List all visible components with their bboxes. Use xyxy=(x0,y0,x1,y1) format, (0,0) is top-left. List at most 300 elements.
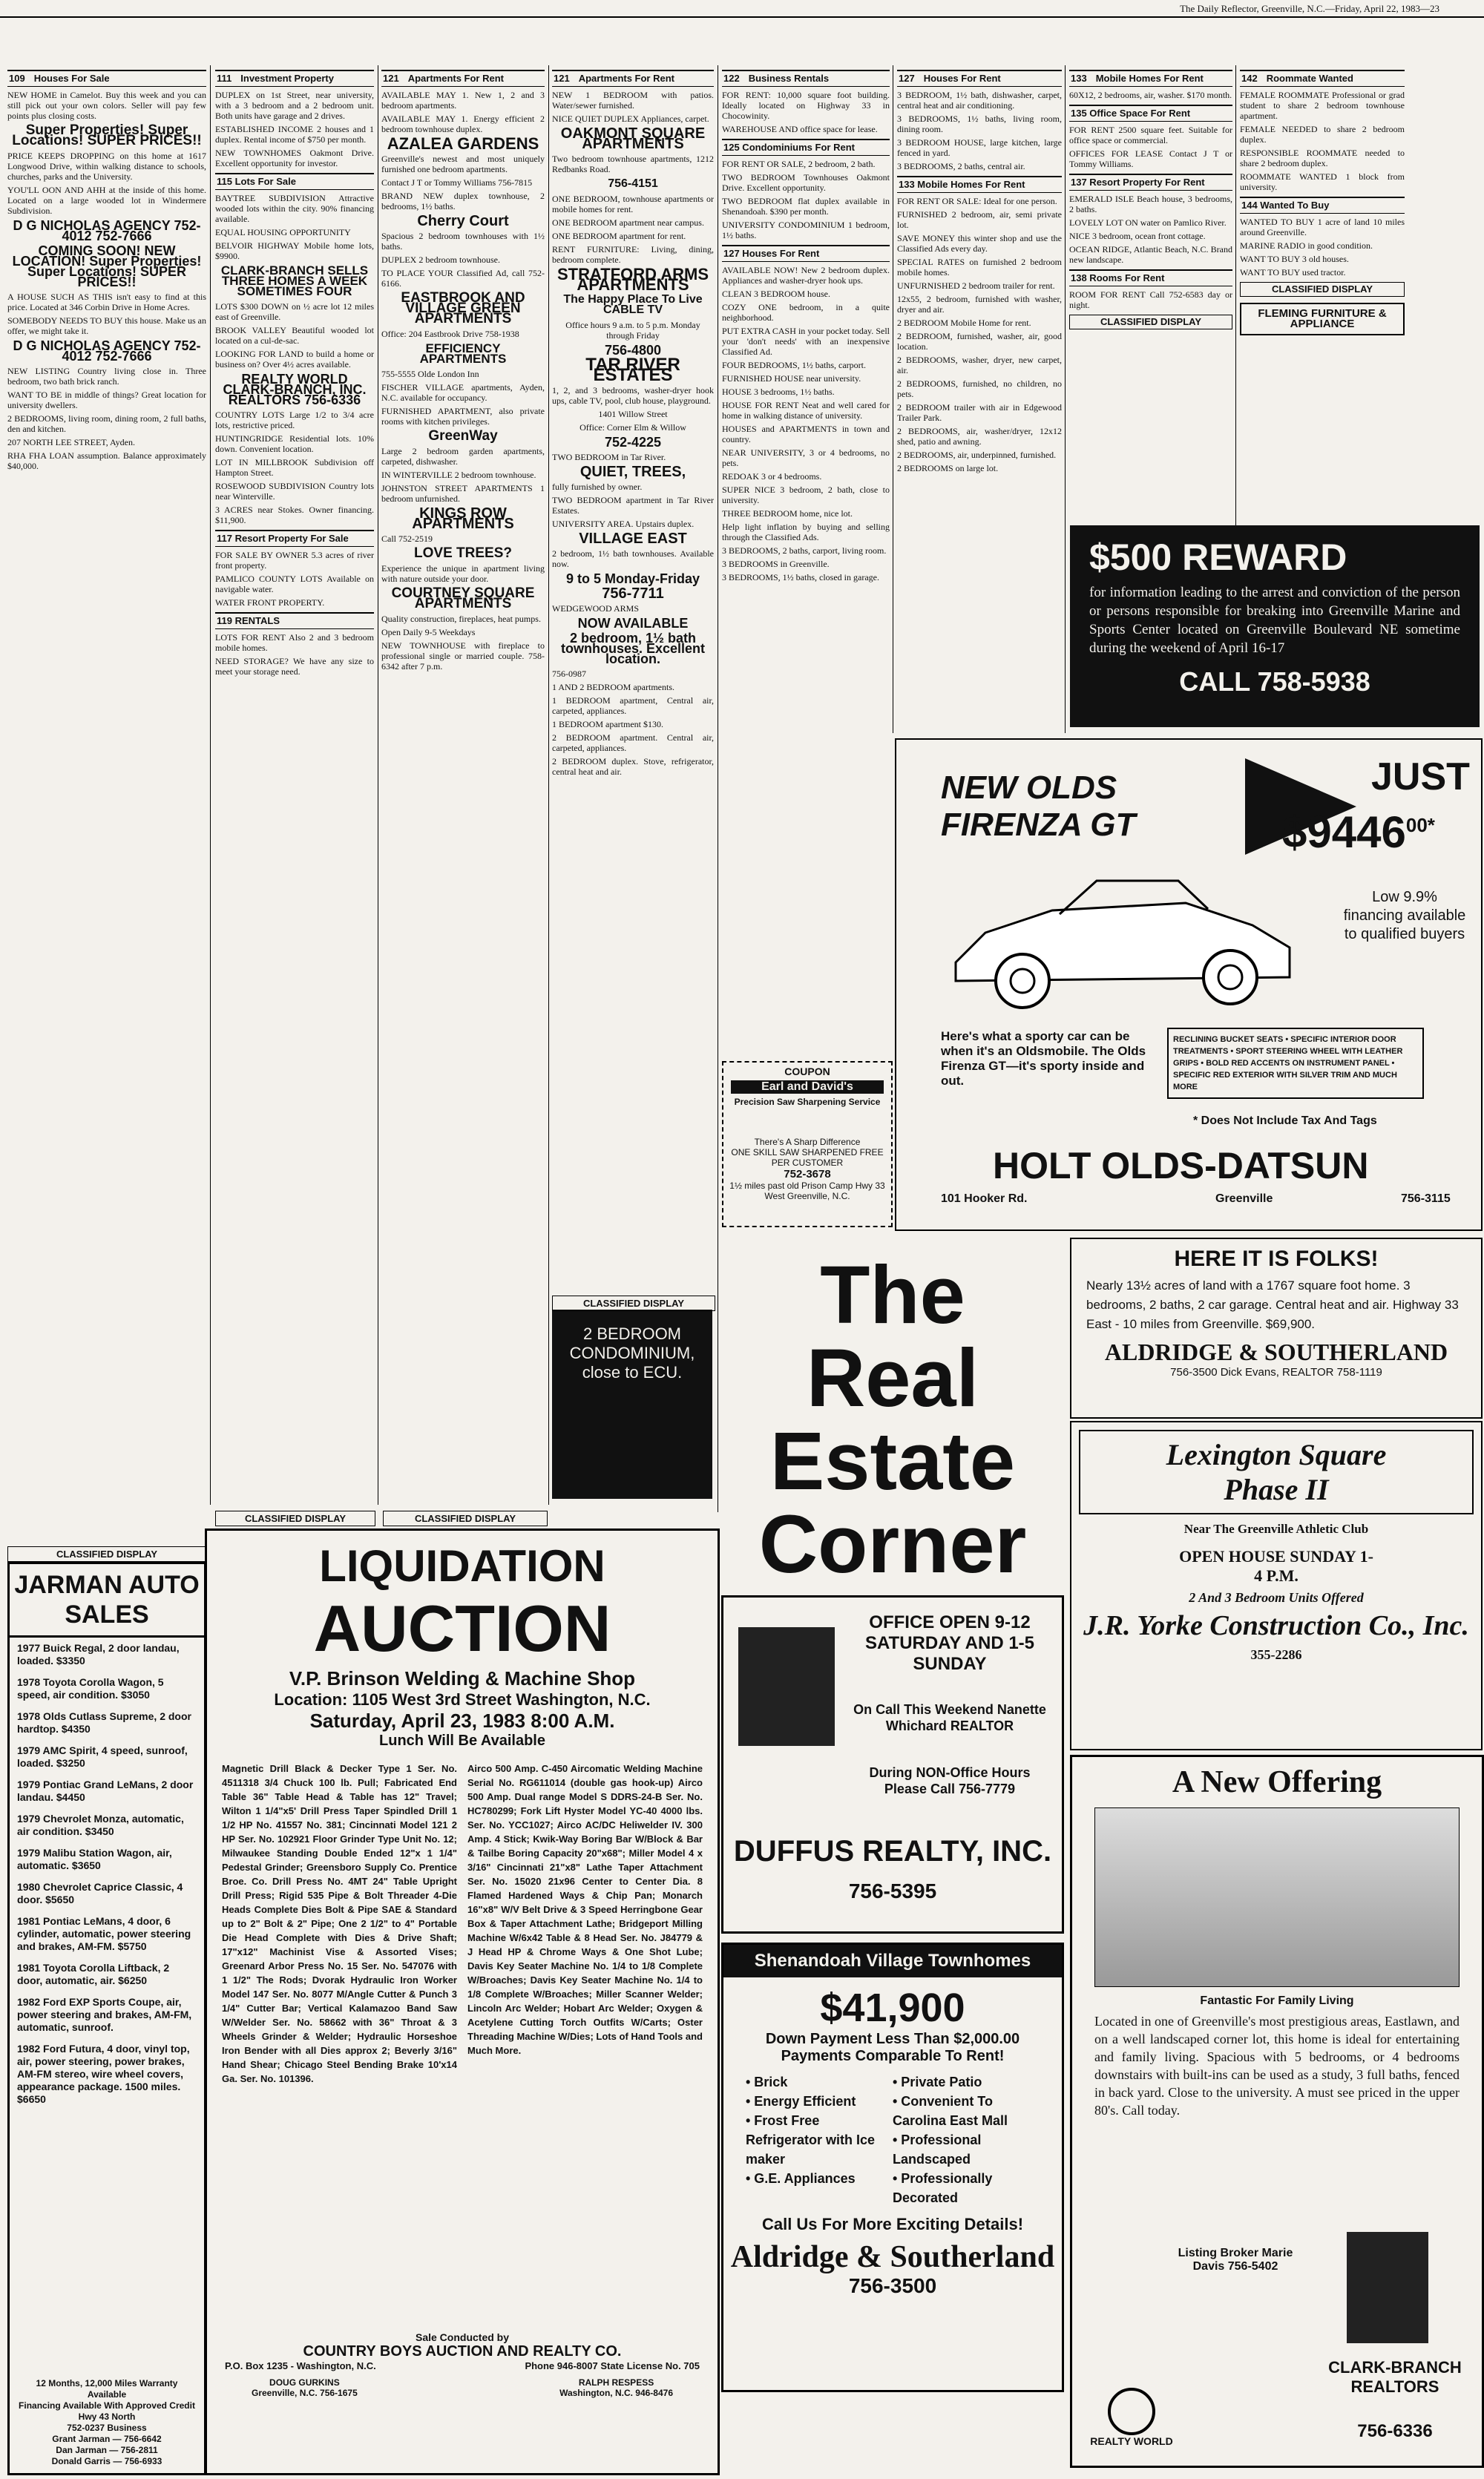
classified-ad: ESTABLISHED INCOME 2 houses and 1 duplex. Rental income of $750 per month. xyxy=(215,124,374,145)
classified-ad: PUT EXTRA CASH in your pocket today. Sell your 'don't needs' with an inexpensive Classified Ad. xyxy=(722,326,890,357)
classified-ad: REDOAK 3 or 4 bedrooms. xyxy=(722,471,822,482)
classified-ad: DUPLEX on 1st Street, near university, with a 3 bedroom and a 2 bedroom unit. Both units have garage and 2 drives. xyxy=(215,90,374,121)
jarman-car-listing: 1979 Chevrolet Monza, automatic, air condition. $3450 xyxy=(17,1813,184,1837)
classified-ad: AZALEA GARDENS xyxy=(387,134,539,153)
classified-ad: COUNTRY LOTS Large 1/2 to 3/4 acre lots, restrictive priced. xyxy=(215,410,374,430)
classified-ad: WATER FRONT PROPERTY. xyxy=(215,597,325,608)
classified-ad: Super Properties! Super Locations! SUPER PRICES!! xyxy=(12,122,202,148)
auction-items-right: Airco 500 Amp. C-450 Aircomatic Welding Machine Serial No. RG611014 (double gas hook-up) Airco 500 Amp. Dual range Model S DDRS-24-B Ser. No. HC780299; Fork Lift Hyster Model YC-40 4000 lbs. Ser. No. YCC1027; Airco AC/DC Heliwelder IV. 300 Amp. 4 Stick; Kwik-Way Boring Bar W/Block & Bar & Tailbe Boring Capacity 20"x68"; Miller Model 4 x 3/16" Cincinnati 21"x8" Lathe Taper Attachment Ser. No. 15020 21x96 Center to Center Dia. 8 Flamed Hardened Ways & Chip Pan; Monarch 16"x8" W/V Belt Drive & 3 Speed Herringbone Gear Box & Taper Attachment Lathe; Bridgeport Milling Machine W/6x42 Table & 8 Head Ser. No. J84779 & J Head HP & Chrome Ways & One Shot Lube; Davis Key Seater Machine No. 1/4 to 1/8 Complete W/Broaches; Davis Key Seater Machine No. 1/4 to 1/8 Complete W/Broaches; Miller Scanner Welder; Lincoln Arc Welder; Hobart Arc Welder; Oxygen & Acetylene Cutting Torch Outfits W/Carts; Oster Threading Machine W/Dies; Lots of Hand Tools and Much More. xyxy=(467,1763,703,2056)
classified-ad: NEW LISTING Country living close in. Three bedroom, two bath brick ranch. xyxy=(7,366,206,387)
classified-ad: NEW 1 BEDROOM with patios. Water/sewer furnished. xyxy=(552,90,714,111)
classified-ad: FOR RENT OR SALE, 2 bedroom, 2 bath. xyxy=(722,159,876,169)
section-header: 127 Houses For Rent xyxy=(722,245,890,262)
classified-ad: CLARK-BRANCH SELLS THREE HOMES A WEEK SOMETIMES FOUR xyxy=(220,263,369,298)
classified-ad: FURNISHED HOUSE near university. xyxy=(722,373,861,384)
classified-ad: COMING SOON! NEW LOCATION! Super Properties! Super Locations! SUPER PRICES!! xyxy=(12,243,202,289)
classified-ad: AVAILABLE MAY 1. New 1, 2 and 3 bedroom apartments. xyxy=(381,90,545,111)
classified-ad: NEW HOME in Camelot. Buy this week and you can still pick out your own colors. Seller will pay few points plus closing costs. xyxy=(7,90,206,121)
section-header: 133 Mobile Homes For Rent xyxy=(897,176,1062,193)
classified-ad: EMERALD ISLE Beach house, 3 bedrooms, 2 baths. xyxy=(1069,194,1232,214)
classified-ad: NEAR UNIVERSITY, 3 or 4 bedrooms, no pets. xyxy=(722,447,890,468)
classified-ad: 756-0987 xyxy=(552,669,586,679)
classified-ad: FISCHER VILLAGE apartments, Ayden, N.C. available for occupancy. xyxy=(381,382,545,403)
shen-features-left xyxy=(746,2072,893,2207)
olds-price-value: $9446 xyxy=(1282,807,1406,857)
lexington-square-ad xyxy=(1070,1421,1483,1750)
coupon-phone: 752-3678 xyxy=(784,1168,831,1181)
classified-ad: VILLAGE EAST xyxy=(579,531,687,547)
classified-ad: EFFICIENCY APARTMENTS xyxy=(419,341,507,366)
olds-headline: NEW OLDS FIRENZA GT xyxy=(941,769,1136,843)
classified-ad: HOUSE 3 bedrooms, 1½ baths. xyxy=(722,387,835,397)
real-estate-corner xyxy=(718,1239,1067,2463)
classified-display-header: CLASSIFIED DISPLAY xyxy=(1069,315,1232,329)
classified-ad: HOUSE FOR RENT Neat and well cared for home in walking distance of university. xyxy=(722,400,890,421)
auction-conducted: Sale Conducted by xyxy=(415,2331,510,2343)
classified-display-header: CLASSIFIED DISPLAY xyxy=(7,1546,206,1562)
classified-ad: 2 BEDROOM Mobile Home for rent. xyxy=(897,318,1031,328)
section-header: 127 Houses For Rent xyxy=(897,70,1062,87)
jarman-car-listing: 1982 Ford Futura, 4 door, vinyl top, air, power steering, power brakes, AM-FM stereo, wire wheel covers, appearance package. 1500 miles. $6650 xyxy=(17,2043,190,2105)
classified-ad: Help light inflation by buying and selling through the Classified Ads. xyxy=(722,522,890,542)
classified-ad: 755-5555 Olde London Inn xyxy=(381,369,479,379)
classified-ad: NICE QUIET DUPLEX Appliances, carpet. xyxy=(552,114,709,124)
olds-city: Greenville xyxy=(1215,1192,1273,1205)
section-header: 111 Investment Property xyxy=(215,70,374,87)
classified-ad: 2 BEDROOMS, air, washer/dryer, 12x12 shed, patio and awning. xyxy=(897,426,1062,447)
classified-ad: Call 752-2519 xyxy=(381,533,433,544)
classified-ad: WANT TO BUY used tractor. xyxy=(1240,267,1346,278)
classified-ad: SAVE MONEY this winter shop and use the Classified Ads every day. xyxy=(897,233,1062,254)
column-rule xyxy=(210,65,211,1505)
classified-ad: ONE BEDROOM, townhouse apartments or mobile homes for rent. xyxy=(552,194,714,214)
classified-ad: 3 BEDROOM HOUSE, large kitchen, large fenced in yard. xyxy=(897,137,1062,158)
classified-ad: AVAILABLE NOW! New 2 bedroom duplex. Appliances and washer-dryer hook ups. xyxy=(722,265,890,286)
classified-ad: WANT TO BUY 3 old houses. xyxy=(1240,254,1349,264)
section-header: 142 Roommate Wanted xyxy=(1240,70,1405,87)
section-header: 125 Condominiums For Rent xyxy=(722,139,890,156)
section-header: 144 Wanted To Buy xyxy=(1240,197,1405,214)
classified-ad: D G NICHOLAS AGENCY 752-4012 752-7666 xyxy=(13,338,201,364)
olds-features: RECLINING BUCKET SEATS • SPECIFIC INTERIOR DOOR TREATMENTS • SPORT STEERING WHEEL WITH LEATHER GRIPS • BOLD RED ACCENTS ON INSTRUMENT PANEL • SPECIFIC RED EXTERIOR WITH SILVER TRIM AND MUCH MORE xyxy=(1167,1028,1424,1099)
coupon-name: Earl and David's xyxy=(731,1080,884,1094)
classified-ad: UNIVERSITY CONDOMINIUM 1 bedroom, 1½ baths. xyxy=(722,220,890,240)
reward-ad xyxy=(1070,525,1480,727)
classified-ad: ONE BEDROOM apartment for rent. xyxy=(552,231,686,241)
classified-ad: 2 BEDROOM trailer with air in Edgewood Trailer Park. xyxy=(897,402,1062,423)
realty-world-logo xyxy=(1087,2388,1176,2447)
classified-ad: 2 BEDROOMS, furnished, no children, no pets. xyxy=(897,378,1062,399)
classified-ad: BAYTREE SUBDIVISION Attractive wooded lots within the city. 90% financing available. xyxy=(215,193,374,224)
olds-firenza-ad xyxy=(895,738,1483,1231)
classified-ad: Two bedroom townhouse apartments, 1212 Redbanks Road. xyxy=(552,154,714,174)
classified-ad: OAKMONT SQUARE APARTMENTS xyxy=(560,125,706,152)
shen-feature: • Professionally Decorated xyxy=(893,2171,993,2205)
jarman-footer-line: Hwy 43 North xyxy=(78,2411,136,2422)
classified-ad: PAMLICO COUNTY LOTS Available on navigable water. xyxy=(215,574,374,594)
olds-note: * Does Not Include Tax And Tags xyxy=(1193,1114,1377,1127)
corner-title-the: The xyxy=(820,1250,965,1341)
classified-ad: TWO BEDROOM flat duplex available in Shenandoah. $390 per month. xyxy=(722,196,890,217)
section-header: 121 Apartments For Rent xyxy=(381,70,545,87)
shen-feature: • Professional Landscaped xyxy=(893,2132,982,2167)
classified-ad: Large 2 bedroom garden apartments, carpeted, dishwasher. xyxy=(381,446,545,467)
auction-date: Saturday, April 23, 1983 8:00 A.M. xyxy=(309,1710,615,1732)
classified-ad: 756-7711 xyxy=(602,585,664,602)
duffus-company: DUFFUS REALTY, INC. xyxy=(733,1835,1052,1868)
broker-photo xyxy=(1347,2232,1428,2343)
classified-ad: OCEAN RIDGE, Atlantic Beach, N.C. Brand new landscape. xyxy=(1069,244,1232,265)
jarman-footer-line: Dan Jarman — 756-2811 xyxy=(56,2445,158,2455)
jarman-car-listing: 1978 Toyota Corolla Wagon, 5 speed, air condition. $3050 xyxy=(17,1676,164,1701)
classified-ad: 1 AND 2 BEDROOM apartments. xyxy=(552,682,674,692)
classified-ad: 1401 Willow Street xyxy=(598,409,668,419)
classified-ad: Contact J T or Tommy Williams 756-7815 xyxy=(381,177,533,188)
classified-ad: 756-4151 xyxy=(608,177,658,190)
jarman-car-listing: 1982 Ford EXP Sports Coupe, air, power steering and brakes, AM-FM, automatic, sunroof. xyxy=(17,1996,192,2033)
corner-title-corner: Corner xyxy=(758,1499,1027,1590)
shen-feature: • G.E. Appliances xyxy=(746,2171,856,2186)
masthead-text: The Daily Reflector, Greenville, N.C.—Friday, April 22, 1983—23 xyxy=(1180,3,1439,14)
classified-ad: SOMEBODY NEEDS TO BUY this house. Make us an offer, we might take it. xyxy=(7,315,206,336)
classified-ad: ROSEWOOD SUBDIVISION Country lots near Winterville. xyxy=(215,481,374,502)
classified-ad: UNFURNISHED 2 bedroom trailer for rent. xyxy=(897,280,1055,291)
classified-display-header: CLASSIFIED DISPLAY xyxy=(215,1511,375,1526)
classified-ad: Cherry Court xyxy=(417,213,509,229)
coupon-sub: Precision Saw Sharpening Service xyxy=(734,1097,881,1107)
shen-feature: • Brick xyxy=(746,2075,788,2089)
classified-ad: FOR RENT OR SALE: Ideal for one person. xyxy=(897,196,1057,206)
classified-ad: 2 BEDROOMS, washer, dryer, new carpet, air. xyxy=(897,355,1062,375)
classified-ad: JOHNSTON STREET APARTMENTS 1 bedroom unfurnished. xyxy=(381,483,545,504)
classified-ad: LOOKING FOR LAND to build a home or business on? Over 4½ acres available. xyxy=(215,349,374,370)
classified-ad: BRAND NEW duplex townhouse, 2 bedrooms, 1½ baths. xyxy=(381,191,545,211)
classified-ad: OFFICES FOR LEASE Contact J T or Tommy Williams. xyxy=(1069,148,1232,169)
jarman-footer-line: Grant Jarman — 756-6642 xyxy=(52,2434,162,2444)
classified-ad: 1 BEDROOM apartment, Central air, carpeted, appliances. xyxy=(552,695,714,716)
auction-lunch: Lunch Will Be Available xyxy=(379,1733,545,1749)
lex-phone: 355-2286 xyxy=(1250,1647,1302,1662)
classified-ad: 2 BEDROOMS, living room, dining room, 2 full baths, den and kitchen. xyxy=(7,413,206,434)
classified-ad: THREE BEDROOM home, nice lot. xyxy=(722,508,853,519)
classified-ad: RESPONSIBLE ROOMMATE needed to share 2 bedroom duplex. xyxy=(1240,148,1405,168)
classified-ad: A HOUSE SUCH AS THIS isn't easy to find at this price. Located at 346 Corbin Drive in Home Acres. xyxy=(7,292,206,312)
section-header: 135 Office Space For Rent xyxy=(1069,105,1232,122)
shen-feature: • Energy Efficient xyxy=(746,2094,856,2109)
shen-phone: 756-3500 xyxy=(848,2274,937,2297)
classified-ad: AVAILABLE MAY 1. Energy efficient 2 bedroom townhouse duplex. xyxy=(381,114,545,134)
classified-ad: Office: 204 Eastbrook Drive 758-1938 xyxy=(381,329,519,339)
classified-ad: TWO BEDROOM in Tar River. xyxy=(552,452,666,462)
classified-ad: Greenville's newest and most uniquely furnished one bedroom apartments. xyxy=(381,154,545,174)
classified-ad: MARINE RADIO in good condition. xyxy=(1240,240,1373,251)
jarman-inventory-list xyxy=(10,1638,204,2119)
section-header: 138 Rooms For Rent xyxy=(1069,269,1232,286)
classified-ad: YOU'LL OON AND AHH at the inside of this home. Located on a large wooded lot in Windermere Subdivision. xyxy=(7,185,206,216)
column-business-rentals xyxy=(722,65,890,733)
classified-ad: LOT IN MILLBROOK Subdivision off Hampton Street. xyxy=(215,457,374,478)
classified-ad: FEMALE ROOMMATE Professional or grad student to share 2 bedroom townhouse apartment. xyxy=(1240,90,1405,121)
classified-ad: 3 BEDROOM, 1½ bath, dishwasher, carpet, central heat and air conditioning. xyxy=(897,90,1062,111)
classified-ad: 2 BEDROOM duplex. Stove, refrigerator, central heat and air. xyxy=(552,756,714,777)
jarman-car-listing: 1980 Chevrolet Caprice Classic, 4 door. $5650 xyxy=(17,1881,183,1905)
auctioneer-left-location: Greenville, N.C. 756-1675 xyxy=(252,2388,358,2398)
classified-ad: 2 BEDROOMS on large lot. xyxy=(897,463,999,473)
classified-ad: WEDGEWOOD ARMS xyxy=(552,603,639,614)
coupon-where: 1½ miles past old Prison Camp Hwy 33 West Greenville, N.C. xyxy=(729,1181,885,1201)
jarman-car-listing: 1981 Toyota Corolla Liftback, 2 door, automatic, air. $6250 xyxy=(17,1962,170,1986)
classified-ad: RHA FHA LOAN assumption. Balance approximately $40,000. xyxy=(7,450,206,471)
classified-ad: ROOM FOR RENT Call 752-6583 day or night. xyxy=(1069,289,1232,310)
column-rule xyxy=(1235,65,1236,525)
auction-ad xyxy=(205,1529,720,2475)
section-header: 119 RENTALS xyxy=(215,612,374,629)
auction-address: P.O. Box 1235 - Washington, N.C. xyxy=(225,2360,376,2371)
classified-ad: LOTS $300 DOWN on ½ acre lot 12 miles east of Greenville. xyxy=(215,301,374,322)
classified-ad: UNIVERSITY AREA. Upstairs duplex. xyxy=(552,519,695,529)
shen-feature: • Frost Free xyxy=(746,2113,820,2128)
classified-ad: BROOK VALLEY Beautiful wooded lot located on a cul-de-sac. xyxy=(215,325,374,346)
classified-ad: 752-4225 xyxy=(604,435,662,450)
section-header: 115 Lots For Sale xyxy=(215,173,374,190)
jarman-title: JARMAN AUTO SALES xyxy=(10,1564,204,1638)
lex-sub: Phase II xyxy=(1224,1473,1329,1506)
new-offering-ad xyxy=(1070,1755,1484,2468)
corner-title-estate: Estate xyxy=(769,1416,1016,1507)
coupon-title: COUPON xyxy=(784,1066,830,1077)
classified-ad: Open Daily 9-5 Weekdays xyxy=(381,627,476,637)
classified-ad: 3 BEDROOMS, 1½ baths, closed in garage. xyxy=(722,572,879,582)
classified-ad: RENT FURNITURE: Living, dining, bedroom complete. xyxy=(552,244,714,265)
realty-world-label: REALTY WORLD xyxy=(1090,2435,1173,2447)
classified-ad: CLEAN 3 BEDROOM house. xyxy=(722,289,830,299)
classified-ad: FOR RENT 2500 square feet. Suitable for office space or commercial. xyxy=(1069,125,1232,145)
classified-ad: 207 NORTH LEE STREET, Ayden. xyxy=(7,437,135,447)
auction-phone: Phone 946-8007 State License No. 705 xyxy=(525,2360,700,2371)
column-roommate-wanted xyxy=(1240,65,1405,525)
classified-ad: QUIET, TREES, xyxy=(580,464,686,480)
duffus-realty-ad xyxy=(721,1595,1064,1934)
here-title: HERE IT IS FOLKS! xyxy=(1174,1247,1379,1271)
lex-open: OPEN HOUSE SUNDAY 1-4 P.M. xyxy=(1179,1547,1373,1585)
top-rule xyxy=(0,16,1484,18)
olds-phone: 756-3115 xyxy=(1401,1192,1451,1205)
classified-ad: EQUAL HOUSING OPPORTUNITY xyxy=(215,227,351,237)
classified-ad: SUPER NICE 3 bedroom, 2 bath, close to university. xyxy=(722,485,890,505)
classified-ad: fully furnished by owner. xyxy=(552,482,643,492)
classified-ad: FURNISHED 2 bedroom, air, semi private lot. xyxy=(897,209,1062,230)
auctioneer-right-name: RALPH RESPESS xyxy=(578,2377,654,2388)
column-investment-property xyxy=(215,65,374,1520)
here-it-is-ad xyxy=(1070,1238,1483,1419)
classified-ad: ROOMMATE WANTED 1 block from university. xyxy=(1240,171,1405,192)
classified-ad: 3 BEDROOMS, 1½ baths, living room, dining room. xyxy=(897,114,1062,134)
classified-ad: Quality construction, fireplaces, heat pumps. xyxy=(381,614,541,624)
column-apartments-for-rent xyxy=(381,65,545,1520)
jarman-footer-line: Donald Garris — 756-6933 xyxy=(51,2456,162,2466)
classified-ad: 3 BEDROOMS, 2 baths, central air. xyxy=(897,161,1025,171)
reward-text: for information leading to the arrest and conviction of the person or persons responsible for breaking into Greenville Marine and Sports Center located on Greenville Boulevard NE sometime during the weekend of April 16-17 xyxy=(1089,585,1460,656)
classified-ad: WANT TO BE in middle of things? Great location for university dwellers. xyxy=(7,390,206,410)
classified-ad: SPECIAL RATES on furnished 2 bedroom mobile homes. xyxy=(897,257,1062,278)
fleming-furniture-ad: FLEMING FURNITURE & APPLIANCE xyxy=(1240,303,1405,335)
lex-near: Near The Greenville Athletic Club xyxy=(1183,1522,1369,1536)
classified-ad: 1, 2, and 3 bedrooms, washer-dryer hook ups, cable TV, pool, club house, playground. xyxy=(552,385,714,406)
shen-feature: Refrigerator with Ice maker xyxy=(746,2132,876,2167)
classified-ad: Spacious 2 bedroom townhouses with 1½ baths. xyxy=(381,231,545,252)
classified-ad: 3 BEDROOMS, 2 baths, carport, living room. xyxy=(722,545,887,556)
house-photo xyxy=(1094,1807,1460,1987)
auction-title-1: LIQUIDATION xyxy=(319,1541,605,1591)
olds-address: 101 Hooker Rd. xyxy=(941,1192,1028,1205)
classified-ad: DUPLEX 2 bedroom townhouse. xyxy=(381,255,500,265)
masthead xyxy=(0,0,1484,16)
here-company: ALDRIDGE & SOUTHERLAND xyxy=(1104,1339,1448,1365)
shen-down: Down Payment Less Than $2,000.00 Payments Comparable To Rent! xyxy=(765,2031,1020,2064)
section-header: 133 Mobile Homes For Rent xyxy=(1069,70,1232,87)
classified-display-header: CLASSIFIED DISPLAY xyxy=(552,1296,715,1311)
reward-title: $500 REWARD xyxy=(1089,536,1347,578)
classified-ad: NEW TOWNHOUSE with fireplace to professional single or married couple. 758-6342 after 7 p.m. xyxy=(381,640,545,672)
olds-price-cents: 00* xyxy=(1405,814,1435,836)
classified-ad: 2 BEDROOM, furnished, washer, air, good location. xyxy=(897,331,1062,352)
classified-ad: 3 ACRES near Stokes. Owner financing. $11,900. xyxy=(215,505,374,525)
shen-price: $41,900 xyxy=(820,1986,965,2030)
realty-world-icon xyxy=(1108,2388,1155,2435)
classified-ad: STRATFORD ARMS APARTMENTS xyxy=(556,265,709,294)
olds-just: JUST xyxy=(1371,755,1470,798)
classified-ad: TAR RIVER ESTATES xyxy=(585,355,680,385)
shenandoah-ad xyxy=(721,1943,1064,2392)
jarman-footer xyxy=(16,2378,198,2467)
classified-ad: 9 to 5 Monday-Friday xyxy=(565,571,700,586)
offering-broker: Listing Broker Marie Davis 756-5402 xyxy=(1178,2247,1293,2273)
jarman-car-listing: 1981 Pontiac LeMans, 4 door, 6 cylinder, automatic, power steering and brakes, AM-FM. $5750 xyxy=(17,1915,191,1952)
agent-photo xyxy=(738,1627,835,1746)
duffus-during: During NON-Office Hours Please Call 756-7779 xyxy=(869,1765,1031,1796)
reward-phone: CALL 758-5938 xyxy=(1179,666,1370,697)
auctioneer-left-name: DOUG GURKINS xyxy=(269,2377,340,2388)
olds-dealer: HOLT OLDS-DATSUN xyxy=(993,1145,1369,1186)
auction-company: V.P. Brinson Welding & Machine Shop xyxy=(289,1667,636,1690)
duffus-on-call: On Call This Weekend Nanette Whichard REALTOR xyxy=(853,1702,1046,1733)
lex-company: J.R. Yorke Construction Co., Inc. xyxy=(1083,1610,1469,1641)
classified-ad: FURNISHED APARTMENT, also private rooms with kitchen privileges. xyxy=(381,406,545,427)
classified-ad: 2 BEDROOM apartment. Central air, carpeted, appliances. xyxy=(552,732,714,753)
classified-ad: ONE BEDROOM apartment near campus. xyxy=(552,217,704,228)
classified-display-header: CLASSIFIED DISPLAY xyxy=(1240,282,1405,297)
classified-ad: TWO BEDROOM Townhouses Oakmont Drive. Excellent opportunity. xyxy=(722,172,890,193)
section-header: 121 Apartments For Rent xyxy=(552,70,714,87)
classified-ad: HOUSES and APARTMENTS in town and country. xyxy=(722,424,890,444)
classified-ad: GreenWay xyxy=(428,428,498,444)
section-header: 122 Business Rentals xyxy=(722,70,890,87)
classified-ad: REALTY WORLD CLARK-BRANCH, INC. REALTORS 756-6336 xyxy=(223,372,367,407)
classified-ad: 60X12, 2 bedrooms, air, washer. $170 month. xyxy=(1069,90,1232,100)
classified-ad: 2 bedroom, 1½ bath townhouses. Excellent location. xyxy=(560,631,706,666)
shen-feature: • Private Patio xyxy=(893,2075,982,2089)
car-illustration-icon xyxy=(941,851,1304,1022)
classified-ad: 2 bedroom, 1½ bath townhouses. Available now. xyxy=(552,548,714,569)
section-header: 109 Houses For Sale xyxy=(7,70,206,87)
corner-title-real: Real xyxy=(806,1333,979,1424)
column-mobile-homes-for-rent xyxy=(1069,65,1232,525)
lex-units: 2 And 3 Bedroom Units Offered xyxy=(1189,1590,1364,1605)
offering-company: CLARK-BRANCH REALTORS xyxy=(1328,2358,1462,2396)
classified-ad: LOVE TREES? xyxy=(414,545,512,561)
auction-conductor: COUNTRY BOYS AUCTION AND REALTY CO. xyxy=(303,2343,622,2360)
jarman-car-listing: 1979 AMC Spirit, 4 speed, sunroof, loaded. $3250 xyxy=(17,1744,188,1769)
here-line: 756-3500 Dick Evans, REALTOR 758-1119 xyxy=(1170,1366,1382,1379)
olds-price xyxy=(1282,807,1435,858)
jarman-car-listing: 1979 Pontiac Grand LeMans, 2 door landau. $4450 xyxy=(17,1779,194,1803)
classified-ad: WANTED TO BUY 1 acre of land 10 miles around Greenville. xyxy=(1240,217,1405,237)
coupon-ad xyxy=(722,1061,893,1227)
classified-ad: NEED STORAGE? We have any size to meet your storage need. xyxy=(215,656,374,677)
column-houses-for-sale xyxy=(7,65,206,1416)
column-rule xyxy=(548,65,549,1505)
classified-ad: 3 BEDROOMS in Greenville. xyxy=(722,559,830,569)
offering-text: Located in one of Greenville's most prestigious areas, Eastlawn, and on a well landscaped corner lot, this home is ideal for entertaining and family living. Spacious with 5 bedrooms, or 4 bedrooms downstairs with built-ins can be used as a study, 3 full baths, fenced in back yard. Close to the university. A must see priced in the upper 80's. Call today. xyxy=(1094,2014,1460,2118)
auction-location: Location: 1105 West 3rd Street Washington, N.C. xyxy=(274,1690,651,1709)
offering-title: A New Offering xyxy=(1172,1765,1382,1799)
shen-call: Call Us For More Exciting Details! xyxy=(761,2215,1024,2233)
here-text: Nearly 13½ acres of land with a 1767 square foot home. 3 bedrooms, 2 baths, 2 car garage. Central heat and air. Highway 33 East - 10 miles from Greenville. $69,900. xyxy=(1086,1278,1459,1331)
classified-ad: KINGS ROW APARTMENTS xyxy=(412,505,514,532)
classified-ad: 2 BEDROOMS, air, underpinned, furnished. xyxy=(897,450,1057,460)
shen-features-right xyxy=(893,2072,1040,2207)
classified-ad: EASTBROOK AND VILLAGE GREEN APARTMENTS xyxy=(401,290,525,326)
auction-title-2: AUCTION xyxy=(313,1592,611,1665)
classified-ad: BELVOIR HIGHWAY Mobile home lots, $9900. xyxy=(215,240,374,261)
olds-financing: Low 9.9% financing available to qualified buyers xyxy=(1343,889,1466,942)
classified-ad: WAREHOUSE AND office space for lease. xyxy=(722,124,878,134)
jarman-car-listing: 1979 Malibu Station Wagon, air, automatic. $3650 xyxy=(17,1847,172,1871)
section-header: 137 Resort Property For Rent xyxy=(1069,174,1232,191)
lex-title: Lexington Square xyxy=(1166,1438,1387,1471)
classified-ad: HUNTINGRIDGE Residential lots. 10% down. Convenient location. xyxy=(215,433,374,454)
classified-ad: NICE 3 bedroom, ocean front cottage. xyxy=(1069,231,1206,241)
auctioneer-right-location: Washington, N.C. 946-8476 xyxy=(559,2388,673,2398)
jarman-footer-line: Financing Available With Approved Credit xyxy=(19,2400,195,2411)
classified-ad: IN WINTERVILLE 2 bedroom townhouse. xyxy=(381,470,536,480)
classified-ad: 756-4800 xyxy=(604,343,662,358)
classified-ad: 12x55, 2 bedroom, furnished with washer, dryer and air. xyxy=(897,294,1062,315)
coupon-sharp: There's A Sharp Difference xyxy=(754,1137,861,1147)
column-rule xyxy=(1065,65,1066,733)
classified-ad: COURTNEY SQUARE APARTMENTS xyxy=(391,585,535,611)
classified-ad: NOW AVAILABLE xyxy=(577,616,689,631)
olds-tagline: Here's what a sporty car can be when it's an Oldsmobile. The Olds Firenza GT—it's sporty inside and out. xyxy=(941,1029,1146,1088)
classified-ad: LOTS FOR RENT Also 2 and 3 bedroom mobile homes. xyxy=(215,632,374,653)
classified-ad: NEW TOWNHOMES Oakmont Drive. Excellent opportunity for investor. xyxy=(215,148,374,168)
shen-title: Shenandoah Village Townhomes xyxy=(723,1945,1062,1977)
classified-ad: 1 BEDROOM apartment $130. xyxy=(552,719,663,729)
shen-feature: • Convenient To Carolina East Mall xyxy=(893,2094,1008,2128)
auction-items-left: Magnetic Drill Black & Decker Type 1 Ser. No. 4511318 3/4 Chuck 100 lb. Pull; Fabricated End Table 36" Table Head & Table has 12" Travel; Wilton 1 1/4"x5' Drill Press Taper Spindled Drill 1 1/2 HP No. 41557 No. 381; Cincinnati Model 121 2 HP Ser. No. 102921 Floor Grinder Type Unit No. 12; Milwaukee Standing Double Ended 12"x 1 1/4" Pedestal Grinder; Greensboro Supply Co. Prentice Broe. Co. Drill Press No. 4MT 24" Table Upright Drill Press; Rigid 535 Pipe & Bolt Threader 4-Die Heads Complete Dies Bolt & Pipe SAE & Standard up to 2" Bolt & 2" Pipe; One 2 1/2" to 4" Portable Die Head Complete with Dies & Drive Shaft; 17"x12" Machinist Vise & Assorted Vises; Greenard Arbor Press No. 15 Ser. No. 547076 with 1 1/2" The Rods; Dvorak Hydraulic Iron Worker Model 147 Ser. No. 8077 M/Angle Cutter & Punch 3 1/4" Cutter Bar; Vertical Kalamazoo Band Saw W/Welder Ser. No. 58662 with 36" Throat & 3 Wheels Grinder & Welder; Hydraulic Horseshoe Iron Bender with all Dies approx 2; Beverly 3/16" Hand Shear; Chicago Steel Bending Brake 10'x14 Ga. Ser. No. 101396. xyxy=(222,1763,457,2084)
duffus-office-hours: OFFICE OPEN 9-12 SATURDAY AND 1-5 SUNDAY xyxy=(864,1612,1035,1674)
classified-ad: TWO BEDROOM apartment in Tar River Estates. xyxy=(552,495,714,516)
curtis-mathes-ad xyxy=(552,1310,712,1499)
classified-ad: FOR RENT: 10,000 square foot building. Ideally located on Highway 33 in Chocowinity. xyxy=(722,90,890,121)
jarman-auto-ad xyxy=(7,1562,206,2475)
classified-ad: FOUR BEDROOMS, 1½ baths, carport. xyxy=(722,360,866,370)
classified-ad: COZY ONE bedroom, in a quite neighborhood. xyxy=(722,302,890,323)
classified-ad: D G NICHOLAS AGENCY 752-4012 752-7666 xyxy=(13,218,201,243)
classified-ad: The Happy Place To Live CABLE TV xyxy=(563,293,703,316)
curtis-mathes-text: 2 BEDROOM CONDOMINIUM, close to ECU. xyxy=(569,1324,695,1382)
classified-ad: TO PLACE YOUR Classified Ad, call 752-6166. xyxy=(381,268,545,289)
